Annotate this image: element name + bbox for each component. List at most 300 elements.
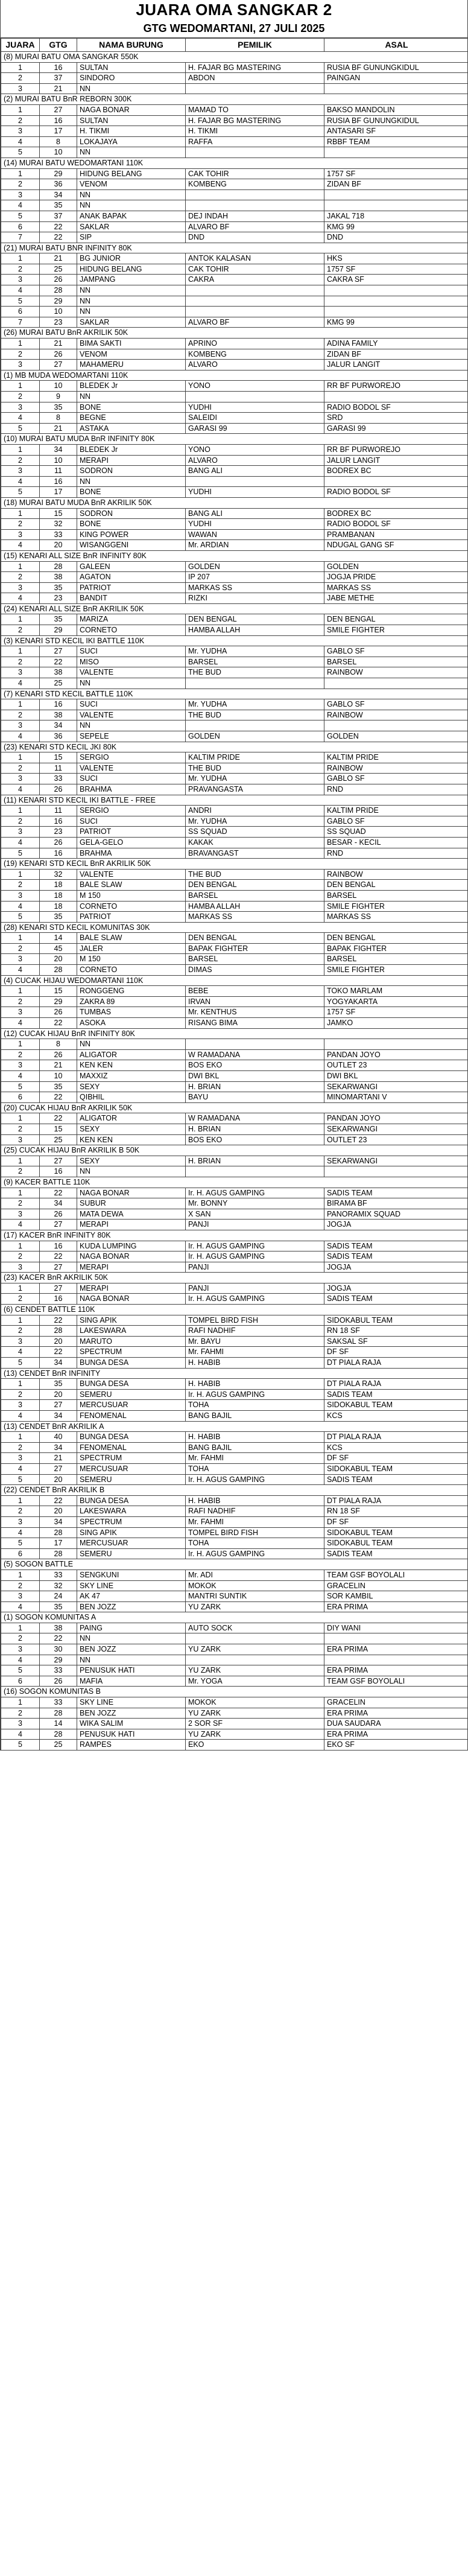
- bird-name-cell: VALENTE: [77, 710, 186, 720]
- gantangan-cell: 24: [40, 1591, 77, 1602]
- bird-name-cell: CORNETO: [77, 965, 186, 976]
- gantangan-cell: 22: [40, 221, 77, 232]
- class-header-row: [1, 370, 468, 381]
- table-row: [1, 1018, 468, 1029]
- rank-cell: 1: [1, 752, 40, 763]
- table-row: [1, 1506, 468, 1517]
- table-row: [1, 232, 468, 243]
- owner-cell: RAFI NADHIF: [186, 1506, 324, 1517]
- bird-name-cell: BEN JOZZ: [77, 1601, 186, 1612]
- table-row: [1, 1644, 468, 1655]
- table-row: [1, 1719, 468, 1729]
- table-row: [1, 1124, 468, 1134]
- origin-cell: ZIDAN BF: [324, 179, 468, 190]
- rank-cell: 4: [1, 1601, 40, 1612]
- table-row: [1, 136, 468, 147]
- class-name: (1) MB MUDA WEDOMARTANI 110K: [1, 370, 468, 381]
- owner-cell: IRVAN: [186, 996, 324, 1007]
- origin-cell: PRAMBANAN: [324, 529, 468, 540]
- owner-cell: 2 SOR SF: [186, 1719, 324, 1729]
- rank-cell: 2: [1, 179, 40, 190]
- rank-cell: 1: [1, 1315, 40, 1326]
- bird-name-cell: BUNGA DESA: [77, 1379, 186, 1390]
- origin-cell: GABLO SF: [324, 699, 468, 710]
- rank-cell: 4: [1, 965, 40, 976]
- origin-cell: GRACELIN: [324, 1697, 468, 1708]
- bird-name-cell: SEXY: [77, 1081, 186, 1092]
- owner-cell: W RAMADANA: [186, 1113, 324, 1124]
- table-row: [1, 720, 468, 731]
- owner-cell: SALEIDI: [186, 413, 324, 424]
- owner-cell: GOLDEN: [186, 731, 324, 742]
- gantangan-cell: 21: [40, 83, 77, 94]
- table-row: [1, 1389, 468, 1400]
- gantangan-cell: 28: [40, 285, 77, 296]
- table-row: [1, 147, 468, 158]
- owner-cell: SS SQUAD: [186, 827, 324, 838]
- table-row: [1, 1527, 468, 1538]
- bird-name-cell: SULTAN: [77, 62, 186, 73]
- table-row: [1, 487, 468, 498]
- rank-cell: 3: [1, 189, 40, 200]
- table-row: [1, 912, 468, 923]
- owner-cell: H. HABIB: [186, 1495, 324, 1506]
- rank-cell: 1: [1, 933, 40, 944]
- bird-name-cell: MERCUSUAR: [77, 1463, 186, 1474]
- bird-name-cell: BEGNE: [77, 413, 186, 424]
- gantangan-cell: 34: [40, 1411, 77, 1422]
- bird-name-cell: VENOM: [77, 349, 186, 360]
- gantangan-cell: 28: [40, 1708, 77, 1719]
- bird-name-cell: PATRIOT: [77, 582, 186, 593]
- table-row: [1, 126, 468, 137]
- bird-name-cell: SENGKUNI: [77, 1569, 186, 1580]
- origin-cell: DND: [324, 232, 468, 243]
- gantangan-cell: 28: [40, 1729, 77, 1740]
- gantangan-cell: 35: [40, 1081, 77, 1092]
- gantangan-cell: 18: [40, 890, 77, 901]
- owner-cell: YU ZARK: [186, 1601, 324, 1612]
- owner-cell: ALVARO: [186, 360, 324, 370]
- class-header-row: [1, 1485, 468, 1496]
- rank-cell: 2: [1, 392, 40, 402]
- bird-name-cell: WISANGGENI: [77, 540, 186, 551]
- owner-cell: YUDHI: [186, 519, 324, 530]
- bird-name-cell: BRAHMA: [77, 848, 186, 859]
- origin-cell: RADIO BODOL SF: [324, 402, 468, 413]
- gantangan-cell: 33: [40, 774, 77, 784]
- table-row: [1, 1283, 468, 1294]
- gantangan-cell: 23: [40, 593, 77, 604]
- class-name: (17) KACER BnR INFINITY 80K: [1, 1230, 468, 1241]
- class-header-row: [1, 434, 468, 445]
- class-name: (10) MURAI BATU MUDA BnR INFINITY 80K: [1, 434, 468, 445]
- origin-cell: JOGJA: [324, 1283, 468, 1294]
- rank-cell: 1: [1, 561, 40, 572]
- table-row: [1, 1411, 468, 1422]
- table-row: [1, 582, 468, 593]
- class-header-row: [1, 635, 468, 646]
- owner-cell: BAYU: [186, 1092, 324, 1103]
- gantangan-cell: 22: [40, 1251, 77, 1262]
- rank-cell: 3: [1, 402, 40, 413]
- rank-cell: 5: [1, 423, 40, 434]
- origin-cell: DT PIALA RAJA: [324, 1379, 468, 1390]
- class-name: (11) KENARI STD KECIL IKI BATTLE - FREE: [1, 795, 468, 806]
- class-header-row: [1, 975, 468, 986]
- table-row: [1, 646, 468, 657]
- class-header-row: [1, 1145, 468, 1156]
- rank-cell: 2: [1, 996, 40, 1007]
- gantangan-cell: 34: [40, 189, 77, 200]
- origin-cell: [324, 476, 468, 487]
- table-row: [1, 1060, 468, 1071]
- table-row: [1, 1400, 468, 1411]
- gantangan-cell: 29: [40, 1655, 77, 1665]
- origin-cell: DWI BKL: [324, 1071, 468, 1082]
- gantangan-cell: 26: [40, 837, 77, 848]
- owner-cell: DIMAS: [186, 965, 324, 976]
- rank-cell: 5: [1, 1474, 40, 1485]
- table-row: [1, 1740, 468, 1751]
- origin-cell: ERA PRIMA: [324, 1601, 468, 1612]
- rank-cell: 5: [1, 1358, 40, 1369]
- owner-cell: BARSEL: [186, 954, 324, 965]
- rank-cell: 5: [1, 912, 40, 923]
- rank-cell: 1: [1, 1156, 40, 1166]
- table-row: [1, 763, 468, 774]
- gantangan-cell: 34: [40, 1198, 77, 1209]
- origin-cell: PANDAN JOYO: [324, 1049, 468, 1060]
- owner-cell: H. TIKMI: [186, 126, 324, 137]
- table-row: [1, 1336, 468, 1347]
- bird-name-cell: SPECTRUM: [77, 1453, 186, 1464]
- origin-cell: TEAM GSF BOYOLALI: [324, 1676, 468, 1687]
- table-row: [1, 253, 468, 264]
- rank-cell: 3: [1, 466, 40, 477]
- owner-cell: TOMPEL BIRD FISH: [186, 1315, 324, 1326]
- origin-cell: BESAR - KECIL: [324, 837, 468, 848]
- rank-cell: 3: [1, 890, 40, 901]
- class-header-row: [1, 1028, 468, 1039]
- bird-name-cell: WIKA SALIM: [77, 1719, 186, 1729]
- gantangan-cell: 22: [40, 1495, 77, 1506]
- origin-cell: SS SQUAD: [324, 827, 468, 838]
- rank-cell: 3: [1, 1453, 40, 1464]
- owner-cell: KALTIM PRIDE: [186, 752, 324, 763]
- origin-cell: [324, 296, 468, 307]
- rank-cell: 1: [1, 62, 40, 73]
- origin-cell: BODREX BC: [324, 508, 468, 519]
- origin-cell: DEN BENGAL: [324, 880, 468, 891]
- gantangan-cell: 25: [40, 1740, 77, 1751]
- gantangan-cell: 33: [40, 1665, 77, 1676]
- origin-cell: RAINBOW: [324, 869, 468, 880]
- bird-name-cell: NAGA BONAR: [77, 1251, 186, 1262]
- bird-name-cell: M 150: [77, 890, 186, 901]
- origin-cell: SAKSAL SF: [324, 1336, 468, 1347]
- table-row: [1, 965, 468, 976]
- gantangan-cell: 22: [40, 1188, 77, 1198]
- table-row: [1, 1326, 468, 1337]
- bird-name-cell: MERCUSUAR: [77, 1400, 186, 1411]
- rank-cell: 4: [1, 540, 40, 551]
- owner-cell: Mr. ARDIAN: [186, 540, 324, 551]
- owner-cell: GARASI 99: [186, 423, 324, 434]
- gantangan-cell: 35: [40, 912, 77, 923]
- class-name: (1) SOGON KOMUNITAS A: [1, 1612, 468, 1623]
- gantangan-cell: 16: [40, 816, 77, 827]
- gantangan-cell: 9: [40, 392, 77, 402]
- owner-cell: THE BUD: [186, 667, 324, 678]
- gantangan-cell: 21: [40, 253, 77, 264]
- origin-cell: TEAM GSF BOYOLALI: [324, 1569, 468, 1580]
- bird-name-cell: MERCUSUAR: [77, 1538, 186, 1549]
- gantangan-cell: 25: [40, 678, 77, 689]
- origin-cell: ZIDAN BF: [324, 349, 468, 360]
- gantangan-cell: 16: [40, 1166, 77, 1177]
- owner-cell: Ir. H. AGUS GAMPING: [186, 1294, 324, 1305]
- gantangan-cell: 21: [40, 423, 77, 434]
- origin-cell: KMG 99: [324, 317, 468, 328]
- rank-cell: 2: [1, 572, 40, 583]
- class-header-row: [1, 859, 468, 870]
- header-nama-burung: NAMA BURUNG: [77, 39, 186, 52]
- origin-cell: DT PIALA RAJA: [324, 1432, 468, 1443]
- rank-cell: 2: [1, 1442, 40, 1453]
- owner-cell: H. HABIB: [186, 1379, 324, 1390]
- bird-name-cell: NN: [77, 1166, 186, 1177]
- bird-name-cell: NAGA BONAR: [77, 1188, 186, 1198]
- gantangan-cell: 20: [40, 954, 77, 965]
- class-name: (15) KENARI ALL SIZE BnR INFINITY 80K: [1, 550, 468, 561]
- bird-name-cell: CORNETO: [77, 901, 186, 912]
- rank-cell: 2: [1, 1580, 40, 1591]
- header-gtg: GTG: [40, 39, 77, 52]
- rank-cell: 3: [1, 1262, 40, 1273]
- bird-name-cell: SKY LINE: [77, 1697, 186, 1708]
- bird-name-cell: CORNETO: [77, 625, 186, 636]
- owner-cell: CAK TOHIR: [186, 264, 324, 275]
- class-header-row: [1, 922, 468, 933]
- rank-cell: 4: [1, 1411, 40, 1422]
- rank-cell: 4: [1, 901, 40, 912]
- rank-cell: 1: [1, 986, 40, 997]
- table-row: [1, 1655, 468, 1665]
- owner-cell: DND: [186, 232, 324, 243]
- gantangan-cell: 33: [40, 1697, 77, 1708]
- gantangan-cell: 35: [40, 402, 77, 413]
- table-row: [1, 1697, 468, 1708]
- gantangan-cell: 22: [40, 1113, 77, 1124]
- results-body: [1, 52, 468, 1751]
- origin-cell: RAINBOW: [324, 710, 468, 720]
- bird-name-cell: LAKESWARA: [77, 1326, 186, 1337]
- bird-name-cell: SULTAN: [77, 115, 186, 126]
- owner-cell: Mr. KENTHUS: [186, 1007, 324, 1018]
- rank-cell: 4: [1, 1220, 40, 1230]
- gantangan-cell: 21: [40, 1060, 77, 1071]
- header-juara: JUARA: [1, 39, 40, 52]
- table-row: [1, 731, 468, 742]
- gantangan-cell: 33: [40, 529, 77, 540]
- owner-cell: THE BUD: [186, 710, 324, 720]
- rank-cell: 4: [1, 285, 40, 296]
- rank-cell: 2: [1, 455, 40, 466]
- origin-cell: RADIO BODOL SF: [324, 519, 468, 530]
- gantangan-cell: 27: [40, 1283, 77, 1294]
- bird-name-cell: RAMPES: [77, 1740, 186, 1751]
- class-header-row: [1, 1559, 468, 1570]
- rank-cell: 4: [1, 1071, 40, 1082]
- rank-cell: 2: [1, 519, 40, 530]
- owner-cell: CAK TOHIR: [186, 168, 324, 179]
- table-row: [1, 83, 468, 94]
- origin-cell: SADIS TEAM: [324, 1241, 468, 1251]
- bird-name-cell: SUCI: [77, 699, 186, 710]
- results-table: [1, 38, 468, 1751]
- rank-cell: 5: [1, 1081, 40, 1092]
- bird-name-cell: NN: [77, 296, 186, 307]
- gantangan-cell: 27: [40, 646, 77, 657]
- table-row: [1, 1676, 468, 1687]
- origin-cell: KMG 99: [324, 221, 468, 232]
- gantangan-cell: 32: [40, 519, 77, 530]
- class-name: (13) CENDET BnR INFINITY: [1, 1368, 468, 1379]
- owner-cell: IP 207: [186, 572, 324, 583]
- owner-cell: H. FAJAR BG MASTERING: [186, 115, 324, 126]
- header-asal: ASAL: [324, 39, 468, 52]
- rank-cell: 1: [1, 381, 40, 392]
- origin-cell: RUSIA BF GUNUNGKIDUL: [324, 115, 468, 126]
- origin-cell: MARKAS SS: [324, 582, 468, 593]
- table-row: [1, 1548, 468, 1559]
- rank-cell: 1: [1, 104, 40, 115]
- table-row: [1, 1007, 468, 1018]
- rank-cell: 3: [1, 126, 40, 137]
- origin-cell: ERA PRIMA: [324, 1729, 468, 1740]
- gantangan-cell: 25: [40, 264, 77, 275]
- bird-name-cell: MERAPI: [77, 1262, 186, 1273]
- origin-cell: ERA PRIMA: [324, 1665, 468, 1676]
- rank-cell: 4: [1, 476, 40, 487]
- owner-cell: Mr. YUDHA: [186, 699, 324, 710]
- table-row: [1, 1474, 468, 1485]
- owner-cell: PRAVANGASTA: [186, 784, 324, 795]
- origin-cell: DIY WANI: [324, 1623, 468, 1633]
- owner-cell: H. HABIB: [186, 1358, 324, 1369]
- table-row: [1, 392, 468, 402]
- bird-name-cell: NAGA BONAR: [77, 1294, 186, 1305]
- gantangan-cell: 28: [40, 1326, 77, 1337]
- origin-cell: BODREX BC: [324, 466, 468, 477]
- table-row: [1, 1209, 468, 1220]
- table-row: [1, 1071, 468, 1082]
- table-row: [1, 540, 468, 551]
- owner-cell: [186, 200, 324, 211]
- table-row: [1, 901, 468, 912]
- origin-cell: PAINGAN: [324, 73, 468, 84]
- table-row: [1, 1347, 468, 1358]
- bird-name-cell: MAFIA: [77, 1676, 186, 1687]
- bird-name-cell: ALIGATOR: [77, 1049, 186, 1060]
- owner-cell: [186, 1039, 324, 1050]
- table-row: [1, 211, 468, 221]
- rank-cell: 3: [1, 667, 40, 678]
- rank-cell: 2: [1, 349, 40, 360]
- rank-cell: 2: [1, 1389, 40, 1400]
- gantangan-cell: 14: [40, 933, 77, 944]
- gantangan-cell: 28: [40, 561, 77, 572]
- origin-cell: DT PIALA RAJA: [324, 1358, 468, 1369]
- gantangan-cell: 45: [40, 943, 77, 954]
- owner-cell: BANG ALI: [186, 508, 324, 519]
- owner-cell: MAMAD TO: [186, 104, 324, 115]
- table-row: [1, 1601, 468, 1612]
- class-header-row: [1, 328, 468, 339]
- bird-name-cell: BLEDEK Jr: [77, 444, 186, 455]
- owner-cell: BANG BAJIL: [186, 1442, 324, 1453]
- class-header-row: [1, 795, 468, 806]
- rank-cell: 2: [1, 880, 40, 891]
- class-header-row: [1, 243, 468, 253]
- owner-cell: MANTRI SUNTIK: [186, 1591, 324, 1602]
- bird-name-cell: ASTAKA: [77, 423, 186, 434]
- origin-cell: KCS: [324, 1442, 468, 1453]
- gantangan-cell: 23: [40, 827, 77, 838]
- bird-name-cell: GELA-GELO: [77, 837, 186, 848]
- table-row: [1, 476, 468, 487]
- class-name: (26) MURAI BATU BnR AKRILIK 50K: [1, 328, 468, 339]
- bird-name-cell: RONGGENG: [77, 986, 186, 997]
- bird-name-cell: NN: [77, 1039, 186, 1050]
- table-row: [1, 1379, 468, 1390]
- owner-cell: BARSEL: [186, 890, 324, 901]
- origin-cell: PANDAN JOYO: [324, 1113, 468, 1124]
- origin-cell: RBBF TEAM: [324, 136, 468, 147]
- table-row: [1, 73, 468, 84]
- class-header-row: [1, 1687, 468, 1697]
- rank-cell: 4: [1, 1463, 40, 1474]
- class-name: (19) KENARI STD KECIL BnR AKRILIK 50K: [1, 859, 468, 870]
- rank-cell: 3: [1, 275, 40, 285]
- gantangan-cell: 35: [40, 582, 77, 593]
- header-row: [1, 39, 468, 52]
- origin-cell: GARASI 99: [324, 423, 468, 434]
- gantangan-cell: 20: [40, 1474, 77, 1485]
- rank-cell: 3: [1, 1060, 40, 1071]
- bird-name-cell: SUBUR: [77, 1198, 186, 1209]
- bird-name-cell: SKY LINE: [77, 1580, 186, 1591]
- owner-cell: Mr. YOGA: [186, 1676, 324, 1687]
- rank-cell: 2: [1, 1166, 40, 1177]
- class-name: (18) MURAI BATU MUDA BnR AKRILIK 50K: [1, 497, 468, 508]
- table-row: [1, 1665, 468, 1676]
- class-header-row: [1, 497, 468, 508]
- origin-cell: SMILE FIGHTER: [324, 965, 468, 976]
- rank-cell: 1: [1, 614, 40, 625]
- origin-cell: SOR KAMBIL: [324, 1591, 468, 1602]
- table-row: [1, 869, 468, 880]
- rank-cell: 1: [1, 646, 40, 657]
- gantangan-cell: 15: [40, 1124, 77, 1134]
- owner-cell: YONO: [186, 444, 324, 455]
- owner-cell: MOKOK: [186, 1697, 324, 1708]
- class-name: (12) CUCAK HIJAU BnR INFINITY 80K: [1, 1028, 468, 1039]
- rank-cell: 3: [1, 1591, 40, 1602]
- owner-cell: YUDHI: [186, 487, 324, 498]
- origin-cell: BIRAMA BF: [324, 1198, 468, 1209]
